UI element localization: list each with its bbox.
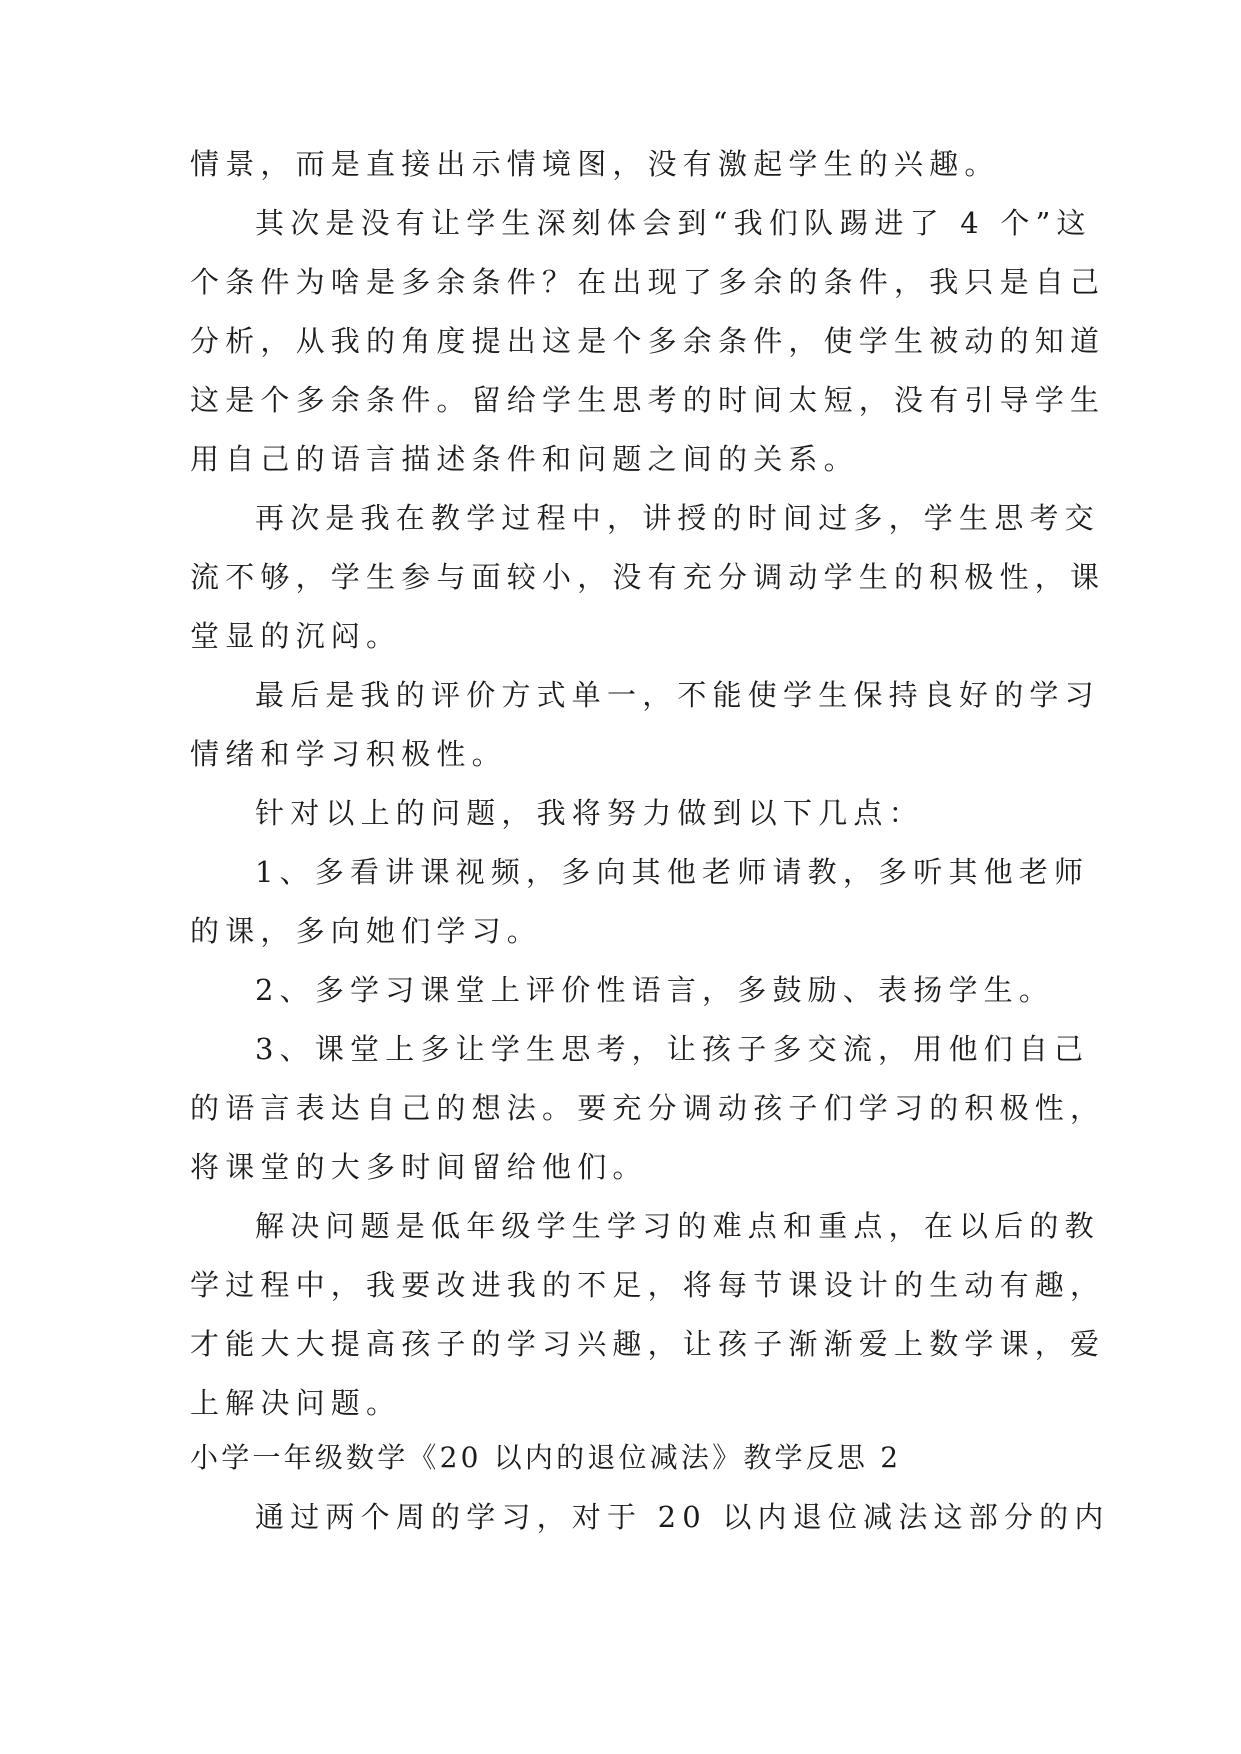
list-item-3: 3、课堂上多让学生思考，让孩子多交流，用他们自己 (255, 1032, 1090, 1066)
text-line: 的语言表达自己的想法。要充分调动孩子们学习的积极性， (190, 1091, 1106, 1125)
text-line: 个条件为啥是多余条件？在出现了多余的条件，我只是自己 (190, 265, 1106, 299)
paragraph-first-line: 通过两个周的学习，对于 20 以内退位减法这部分的内 (255, 1500, 1110, 1534)
text-line: 学过程中，我要改进我的不足，将每节课设计的生动有趣， (190, 1268, 1106, 1302)
list-item-1: 1、多看讲课视频，多向其他老师请教，多听其他老师 (255, 855, 1090, 889)
text-line: 才能大大提高孩子的学习兴趣，让孩子渐渐爱上数学课，爱 (190, 1327, 1106, 1361)
section-heading: 小学一年级数学《20 以内的退位减法》教学反思 2 (190, 1441, 902, 1474)
text-line: 堂显的沉闷。 (190, 619, 402, 653)
paragraph-first-line: 最后是我的评价方式单一，不能使学生保持良好的学习 (255, 678, 1100, 712)
paragraph-first-line: 再次是我在教学过程中，讲授的时间过多，学生思考交 (255, 501, 1100, 535)
text-line: 这是个多余条件。留给学生思考的时间太短，没有引导学生 (190, 383, 1106, 417)
text-line: 用自己的语言描述条件和问题之间的关系。 (190, 442, 859, 476)
text-line: 流不够，学生参与面较小，没有充分调动学生的积极性，课 (190, 560, 1106, 594)
text-line: 将课堂的大多时间留给他们。 (190, 1150, 648, 1184)
list-item-2: 2、多学习课堂上评价性语言，多鼓励、表扬学生。 (255, 973, 1055, 1007)
paragraph-first-line: 针对以上的问题，我将努力做到以下几点： (255, 796, 924, 830)
text-line: 情景，而是直接出示情境图，没有激起学生的兴趣。 (190, 147, 1000, 181)
text-line: 分析，从我的角度提出这是个多余条件，使学生被动的知道 (190, 324, 1106, 358)
paragraph-first-line: 其次是没有让学生深刻体会到“我们队踢进了 4 个”这 (255, 206, 1092, 240)
text-line: 情绪和学习积极性。 (190, 737, 507, 771)
text-line: 上解决问题。 (190, 1386, 402, 1420)
text-line: 的课，多向她们学习。 (190, 914, 543, 948)
paragraph-first-line: 解决问题是低年级学生学习的难点和重点，在以后的教 (255, 1209, 1100, 1243)
